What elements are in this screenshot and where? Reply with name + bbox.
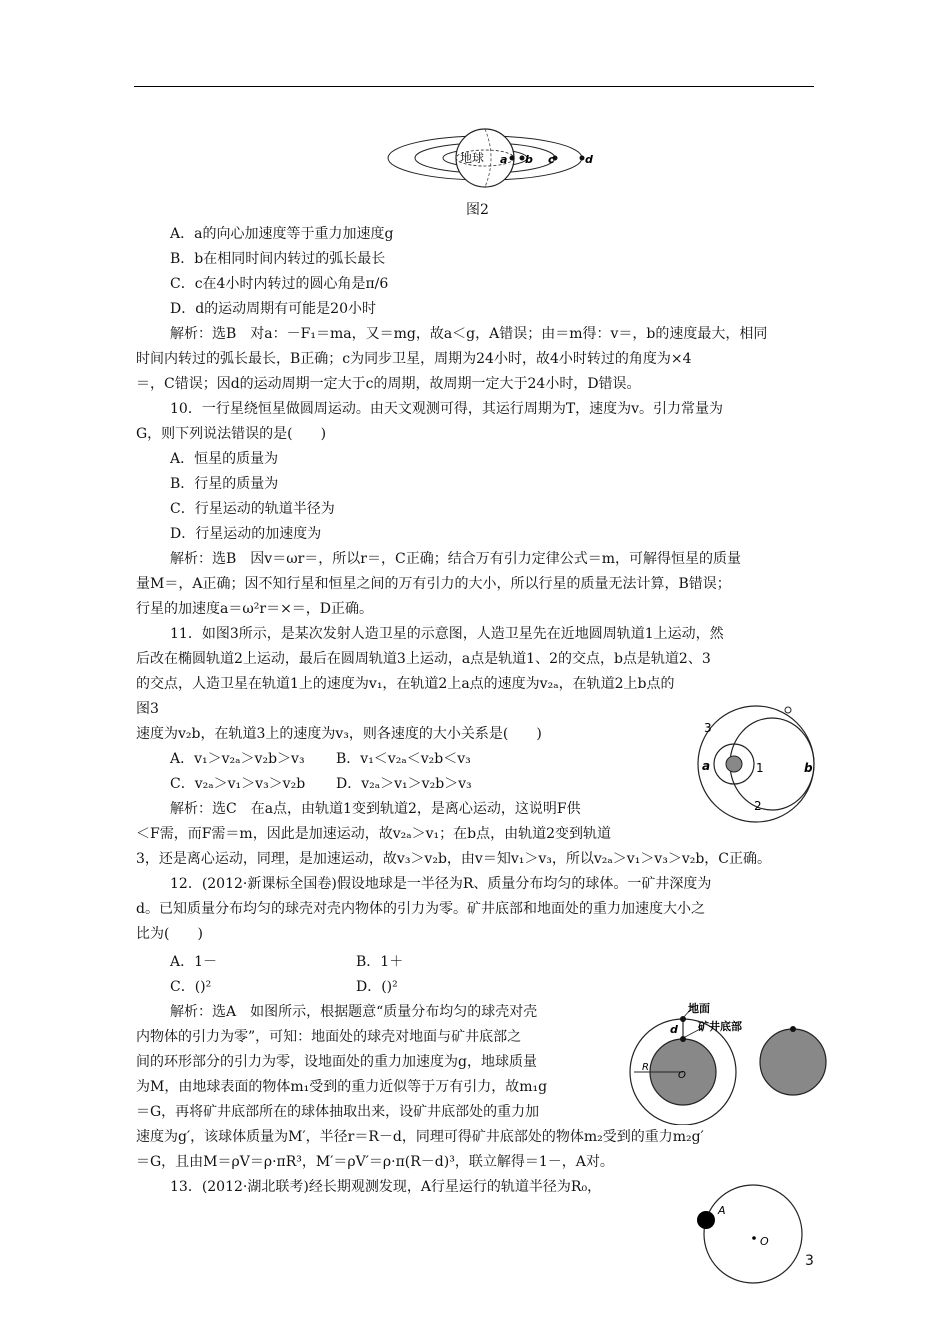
page-number: 3 [805,1253,814,1269]
q12-analysis-line: 为M，由地球表面的物体m₁受到的重力近似等于万有引力，故m₁g [136,1079,548,1095]
svg-text:a: a [500,153,508,166]
q12-stem-line: 比为( ) [136,926,203,942]
q10-stem-line: 10．一行星绕恒星做圆周运动。由天文观测可得，其运行周期为T，速度为v。引力常量为 [170,401,724,417]
q9-option-a: A．a的向心加速度等于重力加速度g [170,226,394,242]
svg-text:地面: 地面 [688,1002,710,1015]
svg-text:c: c [548,153,555,166]
svg-text:矿井底部: 矿井底部 [698,1020,742,1033]
svg-text:b: b [525,153,533,166]
q10-option-b: B．行星的质量为 [170,476,279,492]
q9-option-d: D．d的运动周期有可能是20小时 [170,301,377,317]
q10-analysis-line: 行星的加速度a＝ω²r＝×＝，D正确。 [136,601,374,617]
q13-stem-line: 13．(2012·湖北联考)经长期观测发现，A行星运行的轨道半径为R₀， [170,1179,602,1195]
q11-stem-line: 后改在椭圆轨道2上运动，最后在圆周轨道3上运动，a点是轨道1、2的交点，b点是轨道2、3 [136,651,711,667]
svg-text:1: 1 [756,761,764,775]
q11-option-c: C．v₂ₐ＞v₁＞v₃＞v₂b [170,776,306,792]
figure-2-caption: 图2 [466,202,489,218]
q12-analysis-line: ＝G，再将矿井底部所在的球体抽取出来，设矿井底部处的重力加 [136,1104,540,1120]
q12-option-a: A．1－ [170,954,218,970]
q12-analysis-line: ＝G，且由M＝ρV＝ρ·πR³，M′＝ρV′＝ρ·π(R－d)³，联立解得＝1－，A对。 [136,1154,614,1170]
q12-option-c: C．()² [170,979,212,995]
q11-analysis-line: ＜F需，而F需＝m，因此是加速运动，故v₂ₐ＞v₁；在b点，由轨道2变到轨道 [136,826,612,842]
q12-analysis-line: 速度为g′，该球体质量为M′，半径r＝R－d，同理可得矿井底部处的物体m₂受到的重力m₂g′ [136,1129,704,1145]
svg-text:R: R [642,1062,649,1073]
q12-stem-line: d。已知质量分布均匀的球壳对壳内物体的引力为零。矿井底部和地面处的重力加速度大小之 [136,901,705,917]
q12-option-d: D．()² [356,979,398,995]
svg-text:3: 3 [704,721,712,735]
q11-stem-line: 11．如图3所示，是某次发射人造卫星的示意图，人造卫星先在近地圆周轨道1上运动，然 [170,626,724,642]
svg-text:b: b [804,761,813,775]
q11-option-a: A．v₁＞v₂ₐ＞v₂b＞v₃ [170,751,305,767]
q10-option-c: C．行星运动的轨道半径为 [170,501,335,517]
q9-analysis-line: ＝，C错误；因d的运动周期一定大于c的周期，故周期一定大于24小时，D错误。 [136,376,641,392]
q11-option-d: D．v₂ₐ＞v₁＞v₂b＞v₃ [336,776,472,792]
figure-3-caption: 图3 [136,701,159,717]
q10-analysis-line: 量M＝，A正确；因不知行星和恒星之间的万有引力的大小，所以行星的质量无法计算，B错误； [136,576,731,592]
q12-analysis-line: 内物体的引力为零”，可知：地面处的球壳对地面与矿井底部之 [136,1029,522,1045]
svg-text:d: d [670,1023,678,1036]
svg-text:O: O [760,1235,769,1248]
figure-q13-orbit [694,1182,804,1286]
figure-mine-shaft [620,1000,840,1125]
q10-option-d: D．行星运动的加速度为 [170,526,322,542]
q9-option-c: C．c在4小时内转过的圆心角是π/6 [170,276,389,292]
q12-analysis-line: 解析：选A 如图所示，根据题意“质量分布均匀的球壳对壳 [170,1004,538,1020]
q11-analysis-line: 3，还是离心运动，同理，是加速运动，故v₃＞v₂b，由v＝知v₁＞v₃，所以v₂ₐ＞v₁＞v₃＞v₂b，C正确。 [136,851,772,867]
svg-text:d: d [585,153,593,166]
q12-stem-line: 12．(2012·新课标全国卷)假设地球是一半径为R、质量分布均匀的球体。一矿井深度为 [170,876,712,892]
q10-analysis-line: 解析：选B 因v＝ωr＝，所以r＝，C正确；结合万有引力定律公式＝m，可解得恒星的质量 [170,551,741,567]
q11-stem-line: 的交点，人造卫星在轨道1上的速度为v₁，在轨道2上a点的速度为v₂ₐ，在轨道2上b点的 [136,676,675,692]
q10-stem-line: G，则下列说法错误的是( ) [136,426,327,442]
svg-text:2: 2 [754,799,762,813]
q9-analysis-line: 时间内转过的弧长最长，B正确；c为同步卫星，周期为24小时，故4小时转过的角度为×4 [136,351,692,367]
figure-3-orbits [676,702,826,826]
q10-option-a: A．恒星的质量为 [170,451,279,467]
q11-stem-line: 速度为v₂b，在轨道3上的速度为v₃，则各速度的大小关系是( ) [136,726,542,742]
svg-text:a: a [702,759,711,773]
q9-option-b: B．b在相同时间内转过的弧长最长 [170,251,386,267]
q11-option-b: B．v₁＜v₂ₐ＜v₂b＜v₃ [336,751,471,767]
svg-text:O: O [678,1070,686,1081]
q9-analysis-line: 解析：选B 对a：－F₁＝ma，又＝mg，故a＜g，A错误；由＝m得：v＝，b的速度最大，相同 [170,326,768,342]
svg-text:A: A [718,1204,726,1217]
q12-analysis-line: 间的环形部分的引力为零，设地面处的重力加速度为g，地球质量 [136,1054,537,1070]
figure-2-earth-label: 地球 [460,151,485,165]
q11-analysis-line: 解析：选C 在a点，由轨道1变到轨道2，是离心运动，这说明F供 [170,801,581,817]
q12-option-b: B．1＋ [356,954,404,970]
figure-2-orbits [385,128,610,190]
header-rule [134,86,814,87]
